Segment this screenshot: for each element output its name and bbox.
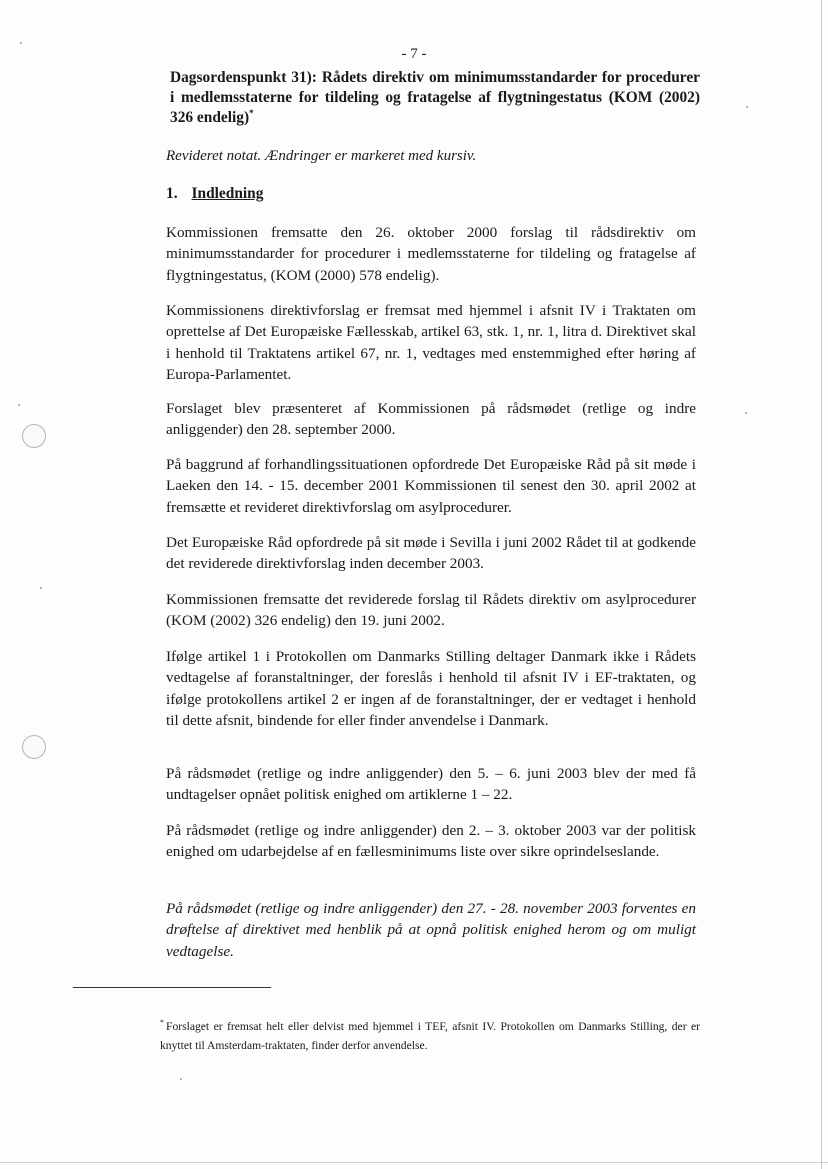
scan-speck — [745, 412, 747, 414]
page-number: - 7 - — [401, 46, 427, 62]
paragraph: På rådsmødet (retlige og indre anliggender) den 2. – 3. oktober 2003 var der politisk enighed om udarbejdelse af en fællesminimums liste over sikre oprindelseslande. — [166, 822, 696, 861]
paragraph: Kommissionen fremsatte den 26. oktober 2000 forslag til rådsdirektiv om minimumsstandarder for procedurer i medlemsstaterne for tildeling og fratagelse af flygtningestatus, (KOM (2000) 578 endelig). — [166, 224, 696, 284]
revised-note: Revideret notat. Ændringer er markeret med kursiv. — [166, 148, 477, 164]
scan-speck — [40, 587, 42, 589]
paragraph: Kommissionen fremsatte det reviderede forslag til Rådets direktiv om asylprocedurer (KOM (2002) 326 endelig) den 19. juni 2002. — [166, 591, 696, 630]
section-heading — [166, 185, 263, 203]
paragraph: Det Europæiske Råd opfordrede på sit møde i Sevilla i juni 2002 Rådet til at godkende det reviderede direktivforslag inden december 2003. — [166, 534, 696, 573]
paragraph: Ifølge artikel 1 i Protokollen om Danmarks Stilling deltager Danmark ikke i Rådets vedtagelse af foranstaltninger, der foreslås i henhold til afsnit IV i EF-traktaten, og ifølge protokollens artikel 2 er ingen af de foranstaltninger, der er vedtaget i henhold til dette afsnit, bindende for eller finder anvendelse i Danmark. — [166, 648, 696, 730]
punch-hole-upper — [22, 424, 46, 448]
footnote-text: Forslaget er fremsat helt eller delvist med hjemmel i TEF, afsnit IV. Protokollen om Danmarks Stilling, der er knyttet til Amsterdam-traktaten, finder derfor anvendelse. — [160, 1020, 700, 1052]
scan-speck — [180, 1078, 182, 1080]
scan-speck — [20, 42, 22, 44]
footnote-separator — [73, 987, 271, 988]
paragraph: På baggrund af forhandlingssituationen opfordrede Det Europæiske Råd på sit møde i Laeken den 14. - 15. december 2001 Kommissionen til senest den 30. april 2002 at fremsætte et revideret direktivforslag om asylprocedurer. — [166, 456, 696, 516]
agenda-title — [170, 68, 700, 128]
paragraph: Forslaget blev præsenteret af Kommissionen på rådsmødet (retlige og indre anliggender) den 28. september 2000. — [166, 400, 696, 439]
footnote-marker: * — [160, 1018, 164, 1028]
punch-hole-lower — [22, 735, 46, 759]
page-edge-bottom — [0, 1162, 828, 1163]
page-edge-right — [821, 0, 822, 1169]
section-number: 1. — [166, 185, 178, 202]
paragraph-revised-italic: På rådsmødet (retlige og indre anliggender) den 27. - 28. november 2003 forventes en drøftelse af direktivet med henblik på at opnå politisk enighed herom og om muligt vedtagelse. — [166, 900, 696, 960]
agenda-title-text: Dagsordenspunkt 31): Rådets direktiv om minimumsstandarder for procedurer i medlemsstaterne for tildeling og fratagelse af flygtningestatus (KOM (2002) 326 endelig) — [170, 69, 700, 126]
paragraph: På rådsmødet (retlige og indre anliggender) den 5. – 6. juni 2003 blev der med få undtagelser opnået politisk enighed om artiklerne 1 – 22. — [166, 765, 696, 804]
scan-speck — [18, 404, 20, 406]
footnote — [160, 1017, 700, 1055]
agenda-footnote-marker: * — [249, 107, 254, 118]
scan-speck — [746, 106, 748, 108]
paragraph: Kommissionens direktivforslag er fremsat med hjemmel i afsnit IV i Traktaten om oprettelse af Det Europæiske Fællesskab, artikel 63, stk. 1, nr. 1, litra d. Direktivet skal i henhold til Traktatens artikel 67, nr. 1, vedtages med enstemmighed efter høring af Europa-Parlamentet. — [166, 302, 696, 384]
section-title: Indledning — [191, 185, 264, 202]
